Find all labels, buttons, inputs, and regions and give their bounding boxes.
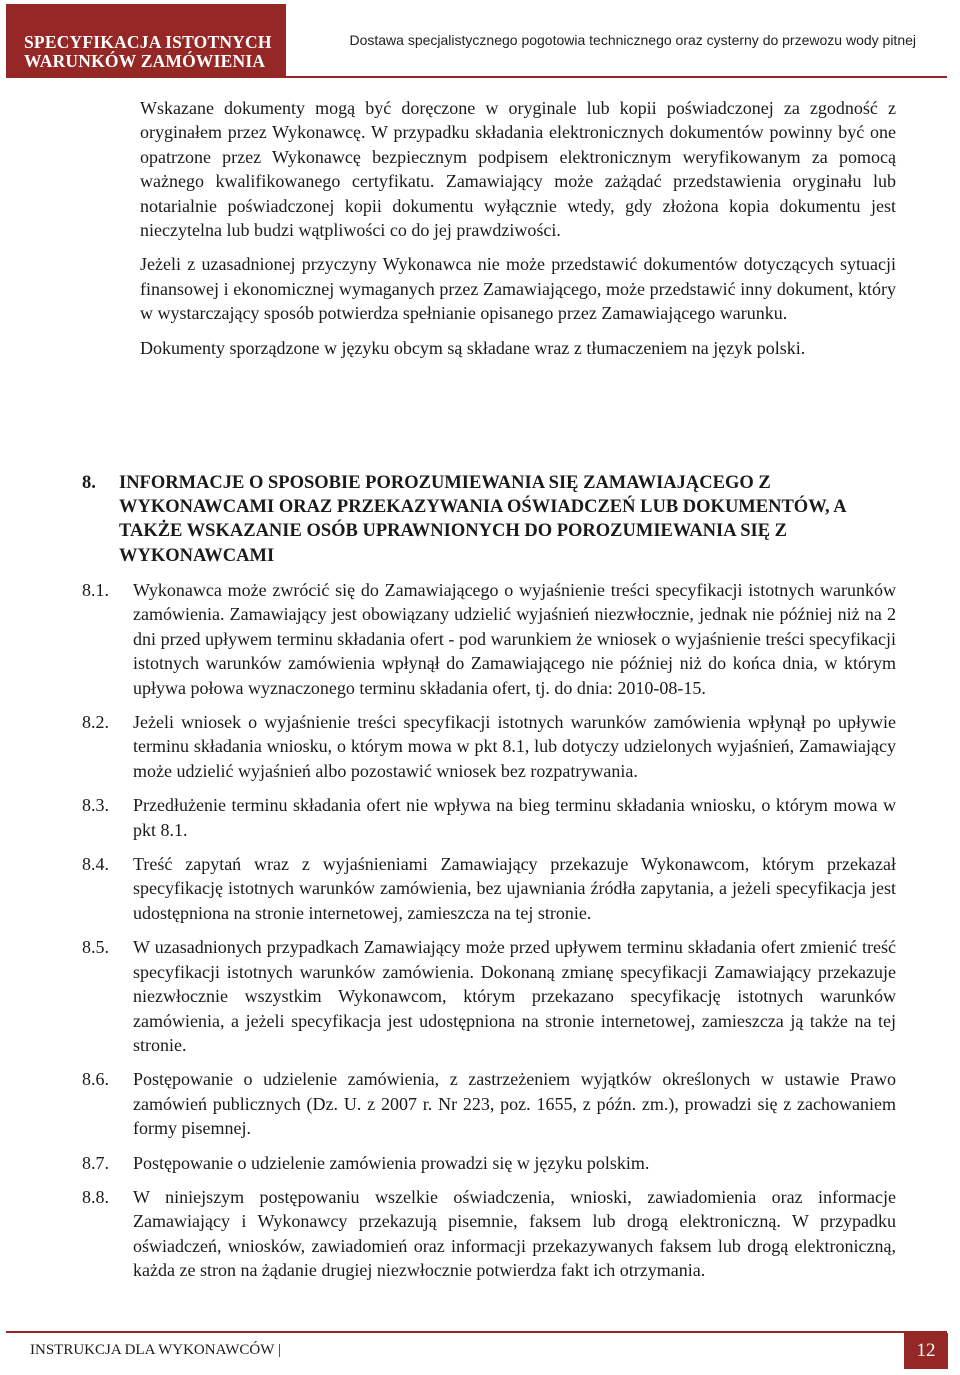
item-number: 8.5.	[82, 937, 109, 958]
item-text: W uzasadnionych przypadkach Zamawiający może przed upływem terminu składania ofert zmienić treść specyfikacji istotnych warunków zamówienia. Dokonaną zmianę specyfikacji Zamawiający przekazuje niezwłocznie wszystkim Wykonawcom, którym przekazano specyfikację istotnych warunków zamówienia, a jeżeli specyfikacja jest udostępniona na stronie internetowej, zamieszcza ją także na tej stronie.	[133, 937, 896, 1055]
item-text: Wykonawca może zwrócić się do Zamawiającego o wyjaśnienie treści specyfikacji istotnych warunków zamówienia. Zamawiający jest obowiązany udzielić wyjaśnień niezwłocznie, jednak nie później niż na 2 dni przed upływem terminu składania ofert - pod warunkiem że wniosek o wyjaśnienie treści specyfikacji istotnych warunków zamówienia wpłynął do Zamawiającego nie później niż do końca dnia, w którym upływa połowa wyznaczonego terminu składania ofert, tj. do dnia: 2010-08-15.	[133, 580, 896, 698]
list-item	[82, 1185, 896, 1283]
list-item	[82, 578, 896, 700]
item-number: 8.3.	[82, 795, 109, 816]
header-divider	[6, 76, 947, 78]
item-number: 8.6.	[82, 1069, 109, 1090]
list-item	[82, 852, 896, 925]
list-item	[82, 1151, 896, 1175]
page-header	[0, 0, 960, 80]
item-text: W niniejszym postępowaniu wszelkie oświadczenia, wnioski, zawiadomienia oraz informacje Zamawiający i Wykonawcy przekazują pisemnie, faksem lub drogą elektroniczną. W przypadku oświadczeń, wniosków, zawiadomień oraz informacji przekazywanych faksem lub drogą elektroniczną, każda ze stron na żądanie drugiej niezwłocznie potwierdza fakt ich otrzymania.	[133, 1186, 896, 1281]
item-number: 8.1.	[82, 580, 109, 600]
intro-paragraph-1: Wskazane dokumenty mogą być doręczone w oryginale lub kopii poświadczonej za zgodność z oryginałem przez Wykonawcę. W przypadku składania elektronicznych dokumentów powinny być one opatrzone przez Wykonawcę bezpiecznym podpisem elektronicznym weryfikowanym za pomocą ważnego kwalifikowanego certyfikatu. Zamawiający może zażądać przedstawienia oryginału lub notarialnie poświadczonej kopii dokumentu wyłącznie wtedy, gdy złożona kopia dokumentu jest nieczytelna lub budzi wątpliwości co do jej prawdziwości.	[140, 98, 896, 241]
document-title: Dostawa specjalistycznego pogotowia technicznego oraz cysterny do przewozu wody pitnej	[349, 32, 916, 48]
section-number: 8.	[82, 473, 96, 493]
item-number: 8.4.	[82, 854, 109, 875]
page-number: 12	[904, 1333, 948, 1369]
badge-line-2: WARUNKÓW ZAMÓWIENIA	[24, 51, 266, 71]
item-number: 8.7.	[82, 1152, 109, 1173]
item-text: Postępowanie o udzielenie zamówienia, z zastrzeżeniem wyjątków określonych w ustawie Prawo zamówień publicznych (Dz. U. z 2007 r. Nr 223, poz. 1655, z późn. zm.), prowadzi się z zachowaniem formy pisemnej.	[133, 1069, 896, 1139]
item-text: Przedłużenie terminu składania ofert nie wpływa na bieg terminu składania wniosku, o którym mowa w pkt 8.1.	[133, 795, 896, 840]
intro-text	[140, 96, 896, 370]
list-item	[82, 710, 896, 783]
list-item	[82, 935, 896, 1057]
badge-line-1: SPECYFIKACJA ISTOTNYCH	[24, 32, 272, 52]
list-item	[82, 793, 896, 842]
footer-label: INSTRUKCJA DLA WYKONAWCÓW |	[30, 1342, 281, 1358]
intro-paragraph-3: Dokumenty sporządzone w języku obcym są składane wraz z tłumaczeniem na język polski.	[140, 337, 806, 358]
intro-paragraph-2: Jeżeli z uzasadnionej przyczyny Wykonawca nie może przedstawić dokumentów dotyczących sytuacji finansowej i ekonomicznej wymaganych przez Zamawiającego, może przedstawić inny dokument, który w wystarczający sposób potwierdza spełnianie opisanego przez Zamawiającego warunku.	[140, 254, 896, 324]
item-number: 8.2.	[82, 712, 109, 733]
document-type-badge	[6, 4, 286, 76]
item-text: Treść zapytań wraz z wyjaśnieniami Zamawiający przekazuje Wykonawcom, którym przekazał specyfikację istotnych warunków zamówienia, bez ujawniania źródła zapytania, a jeżeli specyfikacja jest udostępniona na stronie internetowej, zamieszcza na tej stronie.	[133, 854, 896, 923]
list-item	[82, 1067, 896, 1140]
item-text: Postępowanie o udzielenie zamówienia prowadzi się w języku polskim.	[133, 1152, 650, 1173]
section-title: INFORMACJE O SPOSOBIE POROZUMIEWANIA SIĘ ZAMAWIAJĄCEGO Z WYKONAWCAMI ORAZ PRZEKAZYWANIA OŚWIADCZEŃ LUB DOKUMENTÓW, A TAKŻE WSKAZANIE OSÓB UPRAWNIONYCH DO POROZUMIEWANIA SIĘ Z WYKONAWCAMI	[119, 473, 846, 566]
numbered-list	[82, 578, 896, 1293]
item-text: Jeżeli wniosek o wyjaśnienie treści specyfikacji istotnych warunków zamówienia wpłynął po upływie terminu składania wniosku, o którym mowa w pkt 8.1, lub dotyczy udzielonych wyjaśnień, Zamawiający może udzielić wyjaśnień albo pozostawić wniosek bez rozpatrywania.	[133, 712, 896, 781]
item-number: 8.8.	[82, 1186, 109, 1207]
section-heading	[82, 471, 872, 568]
footer-divider	[6, 1331, 947, 1333]
